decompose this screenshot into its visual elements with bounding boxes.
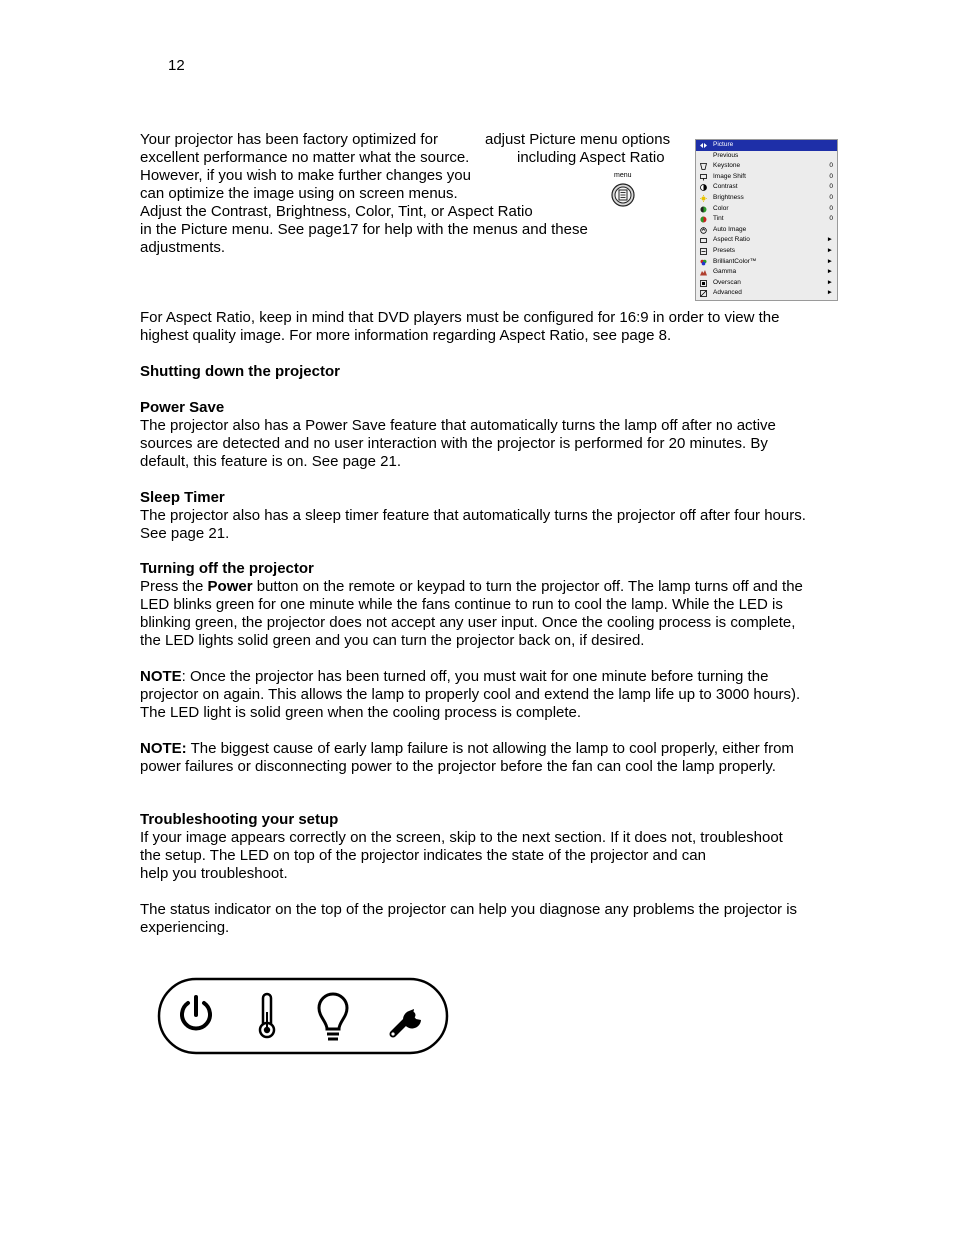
- menu-row-value: 0: [829, 172, 833, 180]
- color-icon: [700, 206, 707, 213]
- power-keyword: Power: [207, 578, 253, 595]
- turning-off-text: [140, 578, 820, 650]
- menu-row-picture[interactable]: [696, 140, 837, 151]
- aspect-ratio-note: For Aspect Ratio, keep in mind that DVD players must be configured for 16:9 in order to view the highest quality image. For more information regarding Aspect Ratio, see page 8.: [140, 309, 780, 344]
- menu-row-tint[interactable]: [696, 214, 837, 225]
- note-label: NOTE:: [140, 740, 187, 757]
- intro-side-text: [485, 131, 670, 167]
- menu-row-label: Image Shift: [713, 172, 746, 180]
- menu-row-arrow: ►: [826, 289, 833, 297]
- sleep-timer-text: The projector also has a sleep timer feature that automatically turns the projector off after four hours. See page 21.: [140, 507, 806, 542]
- image-shift-icon: [700, 174, 707, 181]
- double-arrow-icon: [700, 142, 707, 149]
- presets-icon: [700, 248, 707, 255]
- menu-row-overscan[interactable]: [696, 278, 837, 289]
- menu-row-label: Presets: [713, 246, 736, 254]
- menu-button-label: menu: [614, 172, 632, 179]
- note-cooldown: [140, 668, 820, 722]
- intro-line: Your projector has been factory optimized for: [140, 131, 438, 148]
- note-lamp-failure: [140, 740, 820, 776]
- menu-row-label: Auto Image: [713, 225, 747, 233]
- menu-row-arrow: ►: [826, 278, 833, 286]
- menu-row-presets[interactable]: [696, 246, 837, 257]
- menu-button-icon: [611, 183, 635, 207]
- contrast-icon: [700, 184, 707, 191]
- intro-side-line: including Aspect Ratio: [517, 149, 665, 166]
- menu-row-color[interactable]: [696, 204, 837, 215]
- menu-row-label: Color: [713, 204, 729, 212]
- menu-row-label: Picture: [713, 141, 734, 148]
- subheading-power-save: Power Save: [140, 399, 225, 416]
- troubleshooting-text: [140, 829, 820, 883]
- intro-line: excellent performance no matter what the source.: [140, 149, 470, 166]
- turning-off-text-pre: Press the: [140, 578, 208, 595]
- note-label: NOTE: [140, 668, 182, 685]
- status-indicator-text: The status indicator on the top of the projector can help you diagnose any problems the projector is experiencing.: [140, 901, 798, 936]
- menu-row-value: 0: [829, 215, 833, 223]
- menu-row-value: 0: [829, 183, 833, 191]
- intro-line: can optimize the image using on screen menus.: [140, 185, 458, 202]
- subheading-sleep-timer: Sleep Timer: [140, 489, 225, 506]
- menu-row-brightness[interactable]: [696, 193, 837, 204]
- troubleshooting-line: the setup. The LED on top of the projector indicates the state of the projector and can: [140, 847, 706, 864]
- picture-menu: [695, 139, 838, 301]
- brightness-icon: [700, 195, 707, 202]
- intro-line: adjustments.: [140, 239, 226, 256]
- gamma-icon: [700, 269, 707, 276]
- menu-row-value: 0: [829, 193, 833, 201]
- menu-row-arrow: ►: [826, 236, 833, 244]
- menu-row-label: Tint: [713, 215, 724, 223]
- menu-row-label: Advanced: [713, 289, 742, 297]
- menu-row-value: 0: [829, 162, 833, 170]
- page-number: 12: [168, 57, 185, 74]
- menu-row-contrast[interactable]: [696, 182, 837, 193]
- overscan-icon: [700, 280, 707, 287]
- menu-row-label: Keystone: [713, 162, 741, 170]
- intro-line: However, if you wish to make further changes you: [140, 167, 471, 184]
- menu-row-label: Previous: [713, 151, 739, 159]
- menu-row-arrow: ►: [826, 268, 833, 276]
- status-indicator-panel: [157, 977, 449, 1055]
- menu-row-label: BrilliantColor™: [713, 257, 757, 265]
- note-text: : Once the projector has been turned off, you must wait for one minute before turning the projector on again. This allows the lamp to properly cool and extend the lamp life up to 3000 hours). The LED light is solid green when the cooling process is complete.: [140, 668, 801, 721]
- power-save-text: The projector also has a Power Save feature that automatically turns the lamp off after no active sources are detected and no user interaction with the projector is performed for 20 minutes. By default, this feature is on. See page 21.: [140, 417, 776, 470]
- aspect-ratio-icon: [700, 237, 707, 244]
- subheading-turning-off: Turning off the projector: [140, 560, 314, 577]
- menu-row-previous[interactable]: [696, 151, 837, 162]
- thermometer-icon: [260, 994, 274, 1037]
- menu-row-advanced[interactable]: [696, 288, 837, 299]
- menu-row-gamma[interactable]: [696, 267, 837, 278]
- note-text: The biggest cause of early lamp failure is not allowing the lamp to cool properly, either from power failures or disconnecting power to the projector before the fan can cool the lamp properly.: [140, 740, 794, 775]
- menu-row-brilliantcolor[interactable]: [696, 257, 837, 268]
- menu-row-aspect-ratio[interactable]: [696, 235, 837, 246]
- troubleshooting-line: If your image appears correctly on the screen, skip to the next section. If it does not, troubleshoot: [140, 829, 783, 846]
- menu-row-value: 0: [829, 204, 833, 212]
- tint-icon: [700, 216, 707, 223]
- troubleshooting-line: help you troubleshoot.: [140, 865, 288, 882]
- auto-image-icon: [700, 227, 707, 234]
- menu-row-arrow: ►: [826, 257, 833, 265]
- brilliantcolor-icon: [700, 259, 707, 266]
- advanced-icon: [700, 290, 707, 297]
- section-heading-troubleshooting: Troubleshooting your setup: [140, 811, 339, 828]
- menu-row-arrow: ►: [826, 246, 833, 254]
- menu-row-label: Overscan: [713, 278, 741, 286]
- menu-row-label: Brightness: [713, 193, 744, 201]
- menu-row-keystone[interactable]: [696, 161, 837, 172]
- keystone-icon: [700, 163, 707, 170]
- menu-row-label: Gamma: [713, 268, 737, 276]
- section-heading-shutting-down: Shutting down the projector: [140, 363, 340, 380]
- intro-line: in the Picture menu. See page17 for help with the menus and these: [140, 221, 588, 238]
- menu-row-label: Contrast: [713, 183, 738, 191]
- intro-side-line: adjust Picture menu options: [485, 131, 671, 148]
- menu-row-image-shift[interactable]: [696, 172, 837, 183]
- intro-line: Adjust the Contrast, Brightness, Color, Tint, or Aspect Ratio: [140, 203, 533, 220]
- turning-off-text-post: button on the remote or keypad to turn the projector off. The lamp turns off and the LED blinks green for one minute while the fans continue to run to cool the lamp. While the LED is blinking green, the projector does not accept any user input. Once the cooling process is complete, the LED lights solid green and you can turn the projector back on, if desired.: [140, 578, 803, 649]
- menu-row-label: Aspect Ratio: [713, 236, 750, 244]
- menu-row-auto-image[interactable]: [696, 225, 837, 236]
